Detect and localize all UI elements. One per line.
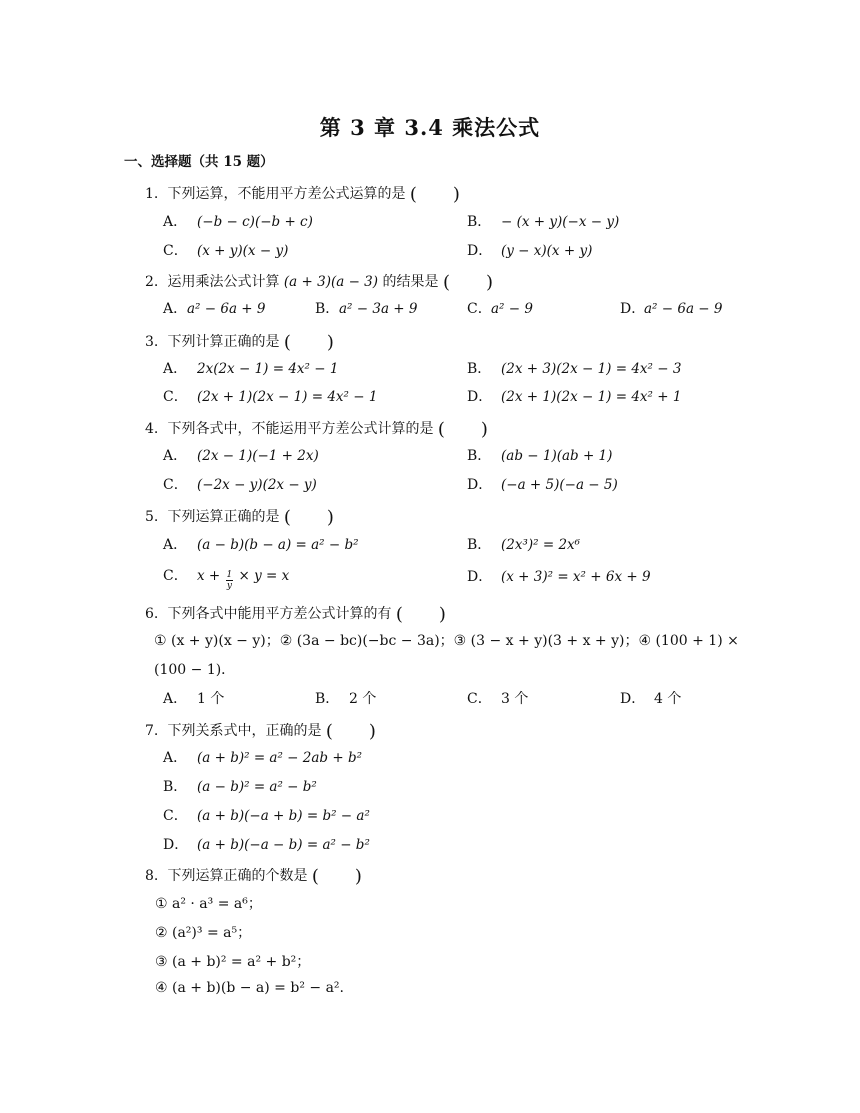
text-segment: (ab − 1)(ab + 1) (501, 448, 613, 464)
text-segment: A． (163, 301, 188, 317)
text-segment: A． (163, 691, 188, 707)
option-d (467, 386, 681, 406)
option-a (163, 211, 313, 231)
text-segment: 2x(2x − 1) = 4x² − 1 (197, 361, 339, 377)
text-segment: C． (163, 568, 188, 584)
option-c (467, 298, 533, 318)
text-segment: 4 个 (654, 691, 682, 707)
option-c (467, 688, 528, 708)
question-2 (145, 268, 493, 294)
statement-2: ② (a²)³ = a⁵； (155, 925, 252, 941)
text-segment: A． (163, 537, 188, 553)
text-segment: 7. (145, 723, 159, 739)
option-b (315, 688, 376, 708)
text-segment: a² − 6a − 9 (644, 301, 723, 317)
text-segment: A． (163, 214, 188, 230)
text-segment: 运用乘法公式计算 (167, 274, 284, 290)
text-segment: A． (163, 448, 188, 464)
option-b (163, 776, 317, 796)
option-a (163, 534, 359, 554)
text-segment: 4. (145, 421, 159, 437)
text-segment: 下列关系式中，正确的是 (167, 723, 322, 739)
text-segment: 下列各式中能用平方差公式计算的有 (167, 606, 392, 622)
question-6 (145, 600, 446, 626)
text-segment: D． (467, 569, 493, 585)
text-segment: 下列计算正确的是 (167, 334, 280, 350)
text-segment: D． (467, 389, 493, 405)
option-a (163, 688, 224, 708)
question-1 (145, 180, 460, 206)
option-a (163, 298, 265, 318)
text-segment: (−b − c)(−b + c) (197, 214, 313, 230)
text-segment: (y − x)(x + y) (501, 243, 593, 259)
answer-blank: ( ) (395, 604, 446, 625)
option-a (163, 747, 362, 767)
text-segment: 下列运算正确的个数是 (167, 868, 308, 884)
option-a (163, 445, 319, 465)
text-segment: C． (163, 808, 188, 824)
option-d (620, 298, 722, 318)
text-segment: 的结果是 (378, 274, 439, 290)
text-segment: D． (163, 837, 189, 853)
text-segment: a² − 9 (491, 301, 533, 317)
option-d (163, 834, 370, 854)
text-segment: 1. (145, 186, 159, 202)
option-d (620, 688, 681, 708)
text-segment: × y = x (234, 568, 290, 584)
text-segment: A． (163, 361, 188, 377)
text-segment: (2x + 1)(2x − 1) = 4x² − 1 (197, 389, 378, 405)
text-segment: 下列运算正确的是 (167, 509, 280, 525)
text-segment: B． (467, 537, 492, 553)
question-7 (145, 717, 376, 743)
statement-1: ① a² · a³ = a⁶； (155, 896, 262, 912)
answer-blank: ( ) (442, 272, 493, 293)
question-8 (145, 862, 362, 888)
text-segment: B． (467, 361, 492, 377)
text-segment: a² − 6a + 9 (187, 301, 266, 317)
text-segment: (2x³)² = 2x⁶ (501, 537, 581, 553)
question-4 (145, 415, 488, 441)
text-segment: (2x − 1)(−1 + 2x) (197, 448, 319, 464)
answer-blank: ( ) (325, 721, 376, 742)
text-segment: C． (163, 243, 188, 259)
text-segment: a² − 3a + 9 (339, 301, 418, 317)
text-segment: (x + y)(x − y) (197, 243, 289, 259)
answer-blank: ( ) (283, 507, 334, 528)
page-title: 第 3 章 3.4 乘法公式 (319, 115, 541, 140)
answer-blank: ( ) (409, 184, 460, 205)
answer-blank: ( ) (311, 866, 362, 887)
option-d (467, 474, 618, 494)
statement-3: ③ (a + b)² = a² + b²； (155, 954, 311, 970)
text-segment: 2 个 (349, 691, 377, 707)
text-segment: (a + b)(−a + b) = b² − a² (197, 808, 370, 824)
text-segment: (2x + 1)(2x − 1) = 4x² + 1 (501, 389, 682, 405)
text-segment: C． (467, 691, 492, 707)
question-5 (145, 503, 334, 529)
option-c (163, 474, 317, 494)
text-segment: (−2x − y)(2x − y) (197, 477, 317, 493)
text-segment: 8. (145, 868, 159, 884)
text-segment: (a + b)² = a² − 2ab + b² (197, 750, 363, 766)
text-segment: A． (163, 750, 188, 766)
option-b (467, 445, 612, 465)
text-segment: D． (620, 691, 646, 707)
option-c (163, 386, 377, 406)
option-c (163, 240, 288, 260)
text-segment: B． (467, 448, 492, 464)
text-segment: 1 个 (197, 691, 225, 707)
text-segment: B． (315, 691, 340, 707)
text-segment: (a + b)(−a − b) = a² − b² (197, 837, 370, 853)
text-segment: C． (467, 301, 492, 317)
text-segment: (2x + 3)(2x − 1) = 4x² − 3 (501, 361, 682, 377)
text-segment: D． (467, 243, 493, 259)
option-c (163, 805, 370, 825)
text-segment: B． (163, 779, 188, 795)
text-segment: (−a + 5)(−a − 5) (501, 477, 618, 493)
text-segment: (a − b)(b − a) = a² − b² (197, 537, 359, 553)
text-segment: 2. (145, 274, 159, 290)
text-segment: x + (197, 568, 225, 584)
option-b (467, 534, 580, 554)
text-segment: C． (163, 477, 188, 493)
text-segment: y (226, 581, 232, 591)
text-segment: 6. (145, 606, 159, 622)
text-segment: 5. (145, 509, 159, 525)
text-segment: D． (620, 301, 646, 317)
question-3 (145, 328, 334, 354)
option-b (467, 358, 681, 378)
text-segment: 1 (226, 570, 233, 580)
text-segment: (a + 3)(a − 3) (283, 274, 379, 290)
answer-blank: ( ) (437, 419, 488, 440)
option-c (163, 565, 289, 591)
option-b (467, 211, 619, 231)
option-a (163, 358, 338, 378)
option-d (467, 240, 592, 260)
text-segment: − (x + y)(−x − y) (501, 214, 620, 230)
text-segment: D． (467, 477, 493, 493)
text-segment: 3 个 (501, 691, 529, 707)
text-segment: 3. (145, 334, 159, 350)
option-b (315, 298, 417, 318)
fraction (226, 570, 234, 591)
question-6-items: ① (x + y)(x − y)；② (3a − bc)(−bc − 3a)；③ (3 − x + y)(3 + x + y)；④ (100 + 1) × (154, 633, 739, 649)
question-6-items-cont: (100 − 1)． (154, 662, 236, 678)
text-segment: C． (163, 389, 188, 405)
question-stem: 下列运算，不能用平方差公式运算的是 (167, 186, 406, 202)
section-heading: 一、选择题（共 15 题） (124, 154, 274, 170)
statement-4: ④ (a + b)(b − a) = b² − a². (155, 980, 344, 996)
text-segment: (x + 3)² = x² + 6x + 9 (501, 569, 651, 585)
answer-blank: ( ) (283, 332, 334, 353)
text-segment: B． (315, 301, 340, 317)
text-segment: B． (467, 214, 492, 230)
text-segment: 下列各式中，不能运用平方差公式计算的是 (167, 421, 434, 437)
text-segment: (a − b)² = a² − b² (197, 779, 317, 795)
option-d (467, 566, 651, 586)
